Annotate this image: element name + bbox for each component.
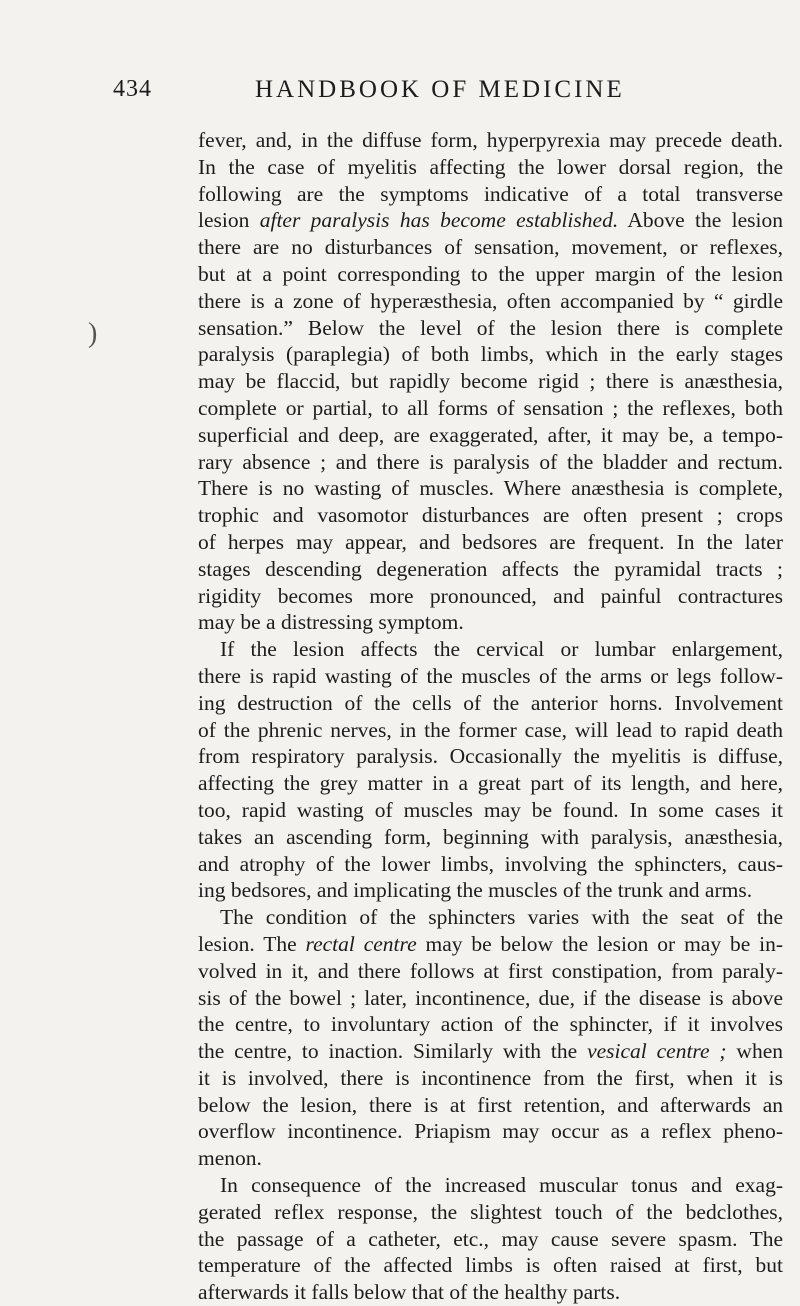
text-line: ing destruction of the cells of the anterior horns. Involvement	[198, 690, 783, 715]
text-line: complete or partial, to all forms of sensation ; the reflexes, both	[198, 395, 783, 420]
text-line	[198, 1038, 783, 1065]
text-line: menon.	[198, 1146, 262, 1171]
body-text	[198, 127, 783, 1306]
text-line: takes an ascending form, beginning with paralysis, anæsthesia,	[198, 824, 783, 849]
text-line: may be a distressing symptom.	[198, 610, 464, 635]
text-line: the passage of a catheter, etc., may cause severe spasm. The	[198, 1226, 783, 1251]
running-head: HANDBOOK OF MEDICINE	[255, 76, 625, 103]
text-line: following are the symptoms indicative of a total transverse	[198, 181, 783, 206]
text-line: there are no disturbances of sensation, movement, or reflexes,	[198, 235, 783, 260]
text-line: affecting the grey matter in a great part of its length, and here,	[198, 771, 783, 796]
margin-bracket-mark: )	[88, 318, 98, 349]
italic-run: after paralysis has become established.	[259, 208, 619, 233]
text-line: stages descending degeneration affects the pyramidal tracts ;	[198, 556, 783, 581]
text-line: temperature of the affected limbs is often raised at first, but	[198, 1253, 783, 1278]
text-line: but at a point corresponding to the upper margin of the lesion	[198, 261, 783, 286]
text-line: volved in it, and there follows at first constipation, from paraly-	[198, 958, 783, 983]
text-line: There is no wasting of muscles. Where anæsthesia is complete,	[198, 476, 783, 501]
text-line: ing bedsores, and implicating the muscles of the trunk and arms.	[198, 878, 753, 903]
text-line: there is a zone of hyperæsthesia, often accompanied by “ girdle	[198, 288, 783, 313]
text-line: rigidity becomes more pronounced, and painful contractures	[198, 583, 783, 608]
text-run: the centre, to inaction. Similarly with the	[198, 1039, 588, 1064]
text-line: from respiratory paralysis. Occasionally the myelitis is diffuse,	[198, 744, 783, 769]
page-number: 434	[113, 76, 152, 102]
text-line: there is rapid wasting of the muscles of the arms or legs follow-	[198, 663, 783, 688]
text-line: In consequence of the increased muscular tonus and exag-	[220, 1173, 783, 1198]
text-line: fever, and, in the diffuse form, hyperpyrexia may precede death.	[198, 128, 783, 152]
text-run: lesion	[198, 208, 260, 233]
text-run: when	[726, 1039, 783, 1064]
text-line: If the lesion affects the cervical or lumbar enlargement,	[220, 637, 783, 662]
text-line	[198, 207, 783, 234]
text-line: sis of the bowel ; later, incontinence, due, if the disease is above	[198, 985, 783, 1010]
text-run: Above the lesion	[618, 208, 783, 233]
text-line: too, rapid wasting of muscles may be found. In some cases it	[198, 797, 783, 822]
text-line: The condition of the sphincters varies with the seat of the	[220, 905, 783, 930]
text-line: superficial and deep, are exaggerated, after, it may be, a tempo-	[198, 422, 783, 447]
text-line: it is involved, there is incontinence from the first, when it is	[198, 1065, 783, 1090]
text-line: and atrophy of the lower limbs, involving the sphincters, caus-	[198, 851, 783, 876]
text-line: the centre, to involuntary action of the sphincter, if it involves	[198, 1012, 783, 1037]
text-line: may be flaccid, but rapidly become rigid ; there is anæsthesia,	[198, 369, 783, 394]
text-line: trophic and vasomotor disturbances are often present ; crops	[198, 503, 783, 528]
text-line: gerated reflex response, the slightest touch of the bedclothes,	[198, 1199, 783, 1224]
text-line: In the case of myelitis affecting the lower dorsal region, the	[198, 154, 783, 179]
italic-run: vesical centre ;	[587, 1039, 727, 1064]
italic-run: rectal centre	[305, 931, 417, 956]
text-line: afterwards it falls below that of the healthy parts.	[198, 1280, 621, 1305]
text-line: of the phrenic nerves, in the former case, will lead to rapid death	[198, 717, 783, 742]
text-line: of herpes may appear, and bedsores are frequent. In the later	[198, 529, 783, 554]
text-line: sensation.” Below the level of the lesion there is complete	[198, 315, 783, 340]
text-line: rary absence ; and there is paralysis of the bladder and rectum.	[198, 449, 783, 474]
text-run: lesion. The	[198, 931, 306, 956]
text-line: paralysis (paraplegia) of both limbs, which in the early stages	[198, 342, 783, 367]
text-line	[198, 931, 783, 958]
text-line: below the lesion, there is at first retention, and afterwards an	[198, 1092, 783, 1117]
text-run: may be below the lesion or may be in-	[416, 931, 783, 956]
text-line: overflow incontinence. Priapism may occur as a reflex pheno-	[198, 1119, 783, 1144]
